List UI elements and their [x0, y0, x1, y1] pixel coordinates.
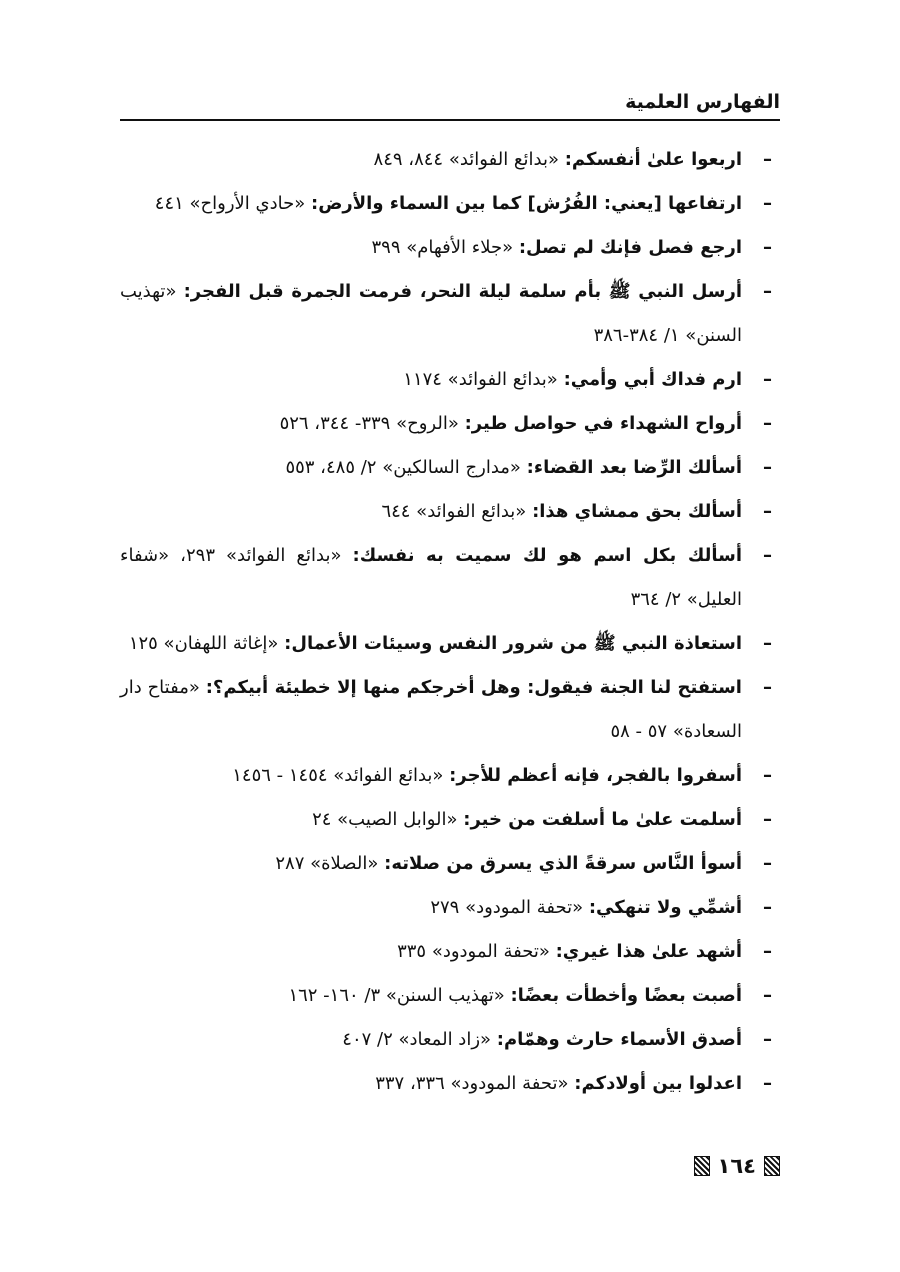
index-entry	[120, 490, 780, 534]
entry-dash: –	[763, 633, 772, 654]
index-entry	[120, 798, 780, 842]
entry-dash: –	[763, 545, 772, 566]
entry-reference: «تحفة المودود» ٢٧٩	[430, 897, 584, 918]
entry-reference: «تهذيب السنن» ١/ ٣٨٤-٣٨٦	[120, 281, 742, 346]
entry-dash: –	[763, 941, 772, 962]
entry-quote: أسفروا بالفجر، فإنه أعظم للأجر:	[449, 765, 742, 786]
entry-reference: «بدائع الفوائد» ٨٤٤، ٨٤٩	[373, 149, 559, 170]
index-entry	[120, 622, 780, 666]
index-entry	[120, 666, 780, 754]
index-entry	[120, 534, 780, 622]
entry-reference: «حادي الأرواح» ٤٤١	[154, 193, 306, 214]
entry-reference: «إغاثة اللهفان» ١٢٥	[128, 633, 279, 654]
entry-dash: –	[763, 413, 772, 434]
index-entry	[120, 930, 780, 974]
index-entry	[120, 446, 780, 490]
entry-quote: استفتح لنا الجنة فيقول: وهل أخرجكم منها إلا خطيئة أبيكم؟:	[205, 677, 742, 698]
entry-quote: أسألك الرِّضا بعد القضاء:	[526, 457, 742, 478]
index-entry	[120, 974, 780, 1018]
header-rule	[120, 119, 780, 121]
entry-quote: اعدلوا بين أولادكم:	[574, 1073, 742, 1094]
index-entry	[120, 226, 780, 270]
index-entry	[120, 842, 780, 886]
entry-quote: أشهد علىٰ هذا غيري:	[555, 941, 742, 962]
entry-quote: أسألك بكل اسم هو لك سميت به نفسك:	[352, 545, 742, 566]
entry-reference: «الروح» ٣٣٩- ٣٤٤، ٥٢٦	[279, 413, 459, 434]
entry-quote: أصدق الأسماء حارث وهمّام:	[496, 1029, 742, 1050]
entry-dash: –	[763, 237, 772, 258]
entry-reference: «بدائع الفوائد» ٦٤٤	[381, 501, 527, 522]
entry-reference: «مفتاح دار السعادة» ٥٧ - ٥٨	[120, 677, 742, 742]
entry-reference: «جلاء الأفهام» ٣٩٩	[371, 237, 514, 258]
entry-dash: –	[763, 897, 772, 918]
index-entry	[120, 886, 780, 930]
entry-dash: –	[763, 1073, 772, 1094]
entry-reference: «تحفة المودود» ٣٣٥	[397, 941, 550, 962]
entry-dash: –	[763, 369, 772, 390]
entry-dash: –	[763, 149, 772, 170]
ornament-icon	[764, 1156, 780, 1176]
entry-quote: أشمِّي ولا تنهكي:	[588, 897, 742, 918]
entry-quote: ارتفاعها [يعني: الفُرُش] كما بين السماء والأرض:	[311, 193, 742, 214]
entry-quote: أسلمت علىٰ ما أسلفت من خير:	[463, 809, 742, 830]
entry-quote: أسوأ النَّاس سرقةً الذي يسرق من صلاته:	[384, 853, 742, 874]
entry-reference: «تحفة المودود» ٣٣٦، ٣٣٧	[375, 1073, 569, 1094]
entry-quote: استعاذة النبي ﷺ من شرور النفس وسيئات الأعمال:	[284, 633, 742, 654]
running-header: الفهارس العلمية	[625, 91, 780, 113]
entry-reference: «بدائع الفوائد» ٢٩٣، «شفاء العليل» ٢/ ٣٦٤	[120, 545, 742, 610]
index-entry	[120, 754, 780, 798]
entry-dash: –	[763, 193, 772, 214]
entry-dash: –	[763, 281, 772, 302]
entry-reference: «تهذيب السنن» ٣/ ١٦٠- ١٦٢	[288, 985, 505, 1006]
entry-quote: ارم فداك أبي وأمي:	[563, 369, 742, 390]
index-entry	[120, 138, 780, 182]
entry-reference: «زاد المعاد» ٢/ ٤٠٧	[342, 1029, 492, 1050]
entry-reference: «الصلاة» ٢٨٧	[275, 853, 379, 874]
index-entry	[120, 182, 780, 226]
entry-quote: أسألك بحق ممشاي هذا:	[532, 501, 742, 522]
page-number: ١٦٤	[717, 1154, 756, 1178]
entry-dash: –	[763, 765, 772, 786]
entry-dash: –	[763, 501, 772, 522]
ornament-icon	[694, 1156, 710, 1176]
entry-reference: «بدائع الفوائد» ١١٧٤	[403, 369, 558, 390]
entry-dash: –	[763, 985, 772, 1006]
page-number-footer	[694, 1154, 780, 1178]
entry-quote: ارجع فصل فإنك لم تصل:	[518, 237, 742, 258]
index-entry	[120, 1062, 780, 1106]
hadith-index-list	[120, 138, 780, 1106]
entry-dash: –	[763, 677, 772, 698]
index-entry	[120, 1018, 780, 1062]
entry-dash: –	[763, 809, 772, 830]
entry-quote: أرواح الشهداء في حواصل طير:	[464, 413, 742, 434]
entry-reference: «بدائع الفوائد» ١٤٥٤ - ١٤٥٦	[232, 765, 444, 786]
entry-quote: أصبت بعضًا وأخطأت بعضًا:	[510, 985, 742, 1006]
entry-dash: –	[763, 1029, 772, 1050]
index-entry	[120, 270, 780, 358]
entry-quote: أرسل النبي ﷺ بأم سلمة ليلة النحر، فرمت الجمرة قبل الفجر:	[183, 281, 742, 302]
entry-dash: –	[763, 853, 772, 874]
entry-dash: –	[763, 457, 772, 478]
entry-reference: «الوابل الصيب» ٢٤	[312, 809, 458, 830]
entry-reference: «مدارج السالكين» ٢/ ٤٨٥، ٥٥٣	[285, 457, 521, 478]
index-entry	[120, 402, 780, 446]
index-entry	[120, 358, 780, 402]
entry-quote: اربعوا علىٰ أنفسكم:	[564, 149, 742, 170]
